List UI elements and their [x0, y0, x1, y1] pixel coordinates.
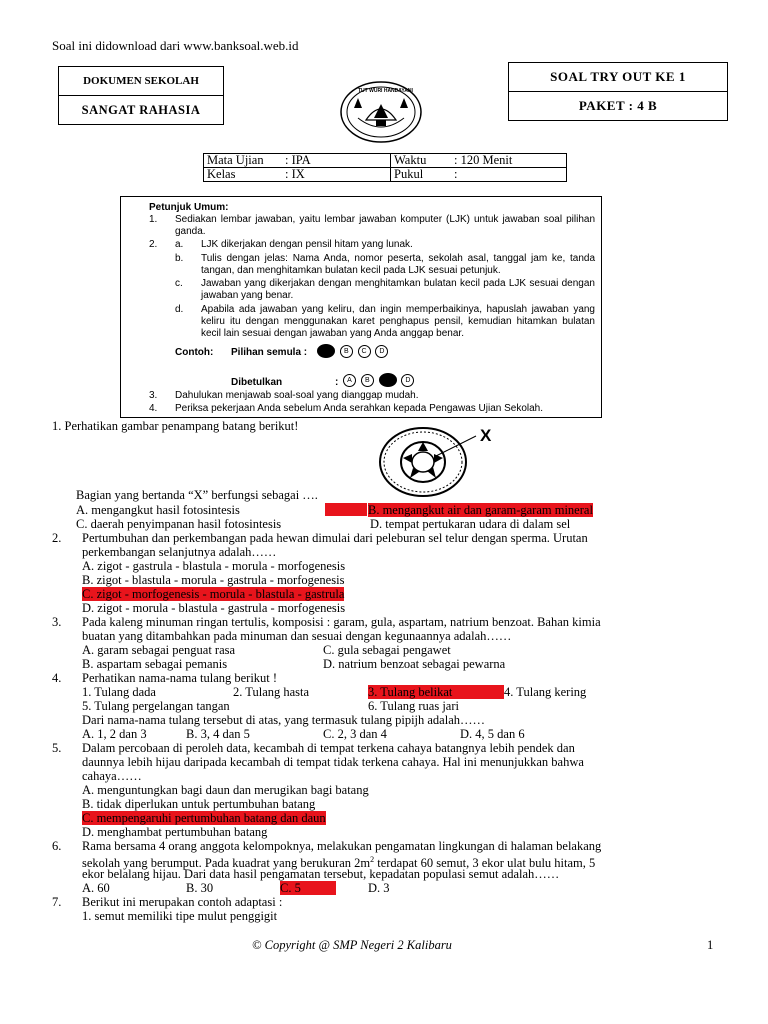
q5-line-3: cahaya……	[82, 769, 142, 783]
paket-label: PAKET : 4 B	[509, 91, 727, 120]
footer-copyright: © Copyright @ SMP Negeri 2 Kalibaru	[252, 938, 452, 952]
q5-option-c-correct: C. mempengaruhi pertumbuhan batang dan daun	[82, 811, 326, 825]
q7-item-1: 1. semut memiliki tipe mulut penggigit	[82, 909, 278, 923]
q2-option-c-correct: C. zigot - morfogenesis - morula - blastula - gastrula	[82, 587, 345, 601]
q4-item-5: 5. Tulang pergelangan tangan	[82, 699, 230, 713]
petunjuk-item-4: Periksa pekerjaan Anda sebelum Anda serahkan kepada Pengawas Ujian Sekolah.	[175, 403, 544, 414]
q1-option-b-correct: B. mengangkut air dan garam-garam mineral	[368, 503, 593, 517]
q6-option-a: A. 60	[82, 881, 110, 895]
item-letter: a.	[175, 239, 184, 250]
item-letter: c.	[175, 278, 183, 289]
mata-ujian-label: Mata Ujian	[207, 153, 264, 167]
bubble-a-icon: A	[343, 374, 356, 387]
q5-option-d: D. menghambat pertumbuhan batang	[82, 825, 268, 839]
q6-line-2-end: terdapat 60 semut, 3 ekor ulat bulu hitam, 5	[374, 856, 596, 871]
q4-item-4: 4. Tulang kering	[504, 685, 587, 699]
q6-line-3: ekor belalang hijau. Dari data hasil pengamatan tersebut, kepadatan populasi semut adalah……	[82, 867, 560, 881]
q7-number: 7.	[52, 895, 62, 909]
q6-line-1: Rama bersama 4 orang anggota kelompoknya, melakukan pengamatan lingkungan di halaman belakang	[82, 839, 602, 853]
page-number: 1	[707, 938, 714, 952]
pilihan-semula-label: Pilihan semula :	[231, 347, 308, 358]
q1-question: Bagian yang bertanda “X” berfungsi sebagai ….	[76, 488, 318, 502]
dokumen-sekolah-label: DOKUMEN SEKOLAH	[83, 75, 199, 87]
bubble-b-icon: B	[361, 374, 374, 387]
q6-number: 6.	[52, 839, 62, 853]
item-letter: d.	[175, 304, 184, 315]
q6-superscript: 2	[370, 855, 375, 864]
q4-item-6: 6. Tulang ruas jari	[368, 699, 459, 713]
q3-option-d: D. natrium benzoat sebagai pewarna	[323, 657, 506, 671]
petunjuk-item-2b: Tulis dengan jelas: Nama Anda, nomor peserta, sekolah asal, tanggal jam ke, tanda tangan, dan menghitamkan bulatan kecil pada LJK sesuai petunjuk.	[201, 253, 595, 276]
q4-item-3-highlight: 3. Tulang belikat	[368, 685, 504, 699]
q3-line-2: buatan yang ditambahkan pada minuman dan sesuai dengan kegunaannya adalah……	[82, 629, 512, 643]
q3-line-1: Pada kaleng minuman ringan tertulis, komposisi : garam, gula, aspartam, natrium benzoat. Bahan kimia	[82, 615, 601, 629]
tut-wuri-handayani-logo	[336, 78, 426, 148]
bubble-b-icon: B	[340, 345, 353, 358]
q4-item-1: 1. Tulang dada	[82, 685, 156, 699]
q4-number: 4.	[52, 671, 62, 685]
q2-number: 2.	[52, 531, 62, 545]
answer-highlight	[325, 503, 367, 516]
petunjuk-title: Petunjuk Umum:	[149, 202, 229, 213]
q4-item-2: 2. Tulang hasta	[233, 685, 310, 699]
q1-option-c: C. daerah penyimpanan hasil fotosintesis	[76, 517, 282, 531]
q4-option-d: D. 4, 5 dan 6	[460, 727, 525, 741]
q2-line-1: Pertumbuhan dan perkembangan pada hewan dimulai dari peleburan sel telur dengan sperma. Urutan	[82, 531, 588, 545]
item-number: 4.	[149, 403, 158, 414]
q3-option-c: C. gula sebagai pengawet	[323, 643, 451, 657]
source-line: Soal ini didownload dari www.banksoal.web.id	[52, 38, 299, 53]
q4-line-2: Dari nama-nama tulang tersebut di atas, yang termasuk tulang pipijh adalah……	[82, 713, 486, 727]
q3-option-b: B. aspartam sebagai pemanis	[82, 657, 228, 671]
logo-text: TUT WURI HANDAYANI	[358, 88, 413, 94]
dibetulkan-label: Dibetulkan	[231, 377, 283, 388]
q6-option-c-correct: C. 5	[280, 881, 336, 895]
label-x: X	[480, 426, 492, 445]
waktu-label: Waktu	[394, 153, 427, 167]
petunjuk-item-2a: LJK dikerjakan dengan pensil hitam yang lunak.	[201, 239, 413, 250]
stem-cross-section-figure	[376, 422, 506, 500]
q1-option-d: D. tempat pertukaran udara di dalam sel	[370, 517, 571, 531]
q4-line-1: Perhatikan nama-nama tulang berikut !	[82, 671, 278, 685]
kelas-value: : IX	[285, 167, 305, 181]
header-right-box	[508, 62, 728, 121]
dibetulkan-colon: :	[335, 377, 339, 388]
waktu-value: : 120 Menit	[454, 153, 513, 167]
q3-option-a: A. garam sebagai penguat rasa	[82, 643, 236, 657]
exam-info-table	[203, 153, 567, 182]
q1-option-a: A. mengangkut hasil fotosintesis	[76, 503, 240, 517]
item-number: 2.	[149, 239, 158, 250]
q6-option-d: D. 3	[368, 881, 390, 895]
try-out-label: SOAL TRY OUT KE 1	[550, 69, 686, 84]
bubble-row-original	[317, 344, 390, 358]
bubble-d-icon: D	[375, 345, 388, 358]
q6-option-b: B. 30	[186, 881, 214, 895]
mata-ujian-value: : IPA	[285, 153, 311, 167]
q5-line-1: Dalam percobaan di peroleh data, kecambah di tempat terkena cahaya batangnya lebih pendek dan	[82, 741, 575, 755]
q3-number: 3.	[52, 615, 62, 629]
q5-number: 5.	[52, 741, 62, 755]
petunjuk-umum-box	[120, 196, 602, 418]
q5-line-2: daunnya lebih hijau daripada kecambah di tempat tidak terkena cahaya. Hal ini menunjukkan bahwa	[82, 755, 584, 769]
q2-option-d: D. zigot - morula - blastula - gastrula - morfogenesis	[82, 601, 346, 615]
q5-option-b: B. tidak diperlukan untuk pertumbuhan batang	[82, 797, 316, 811]
bubble-d-icon: D	[401, 374, 414, 387]
petunjuk-item-2d: Apabila ada jawaban yang keliru, dan ingin memperbaikinya, hapuslah jawaban yang keliru itu dengan menggunakan karet penghapus pensil, kemudian hitamkan bulatan kecil lain sesuai dengan jawaban yang Anda anggap benar.	[201, 304, 595, 339]
q6-line-2-start: sekolah yang berumput. Pada kuadrat yang berukuran 2m	[82, 856, 371, 871]
bubble-row-corrected	[343, 373, 416, 387]
q2-option-a: A. zigot - gastrula - blastula - morula - morfogenesis	[82, 559, 346, 573]
q2-option-b: B. zigot - blastula - morula - gastrula - morfogenesis	[82, 573, 345, 587]
q7-line-1: Berikut ini merupakan contoh adaptasi :	[82, 895, 283, 909]
q1-stem: 1. Perhatikan gambar penampang batang berikut!	[52, 419, 299, 433]
item-number: 1.	[149, 214, 158, 225]
q5-option-a: A. menguntungkan bagi daun dan merugikan bagi batang	[82, 783, 369, 797]
q2-line-2: perkembangan selanjutnya adalah……	[82, 545, 277, 559]
pukul-label: Pukul	[394, 167, 424, 181]
q4-option-c: C. 2, 3 dan 4	[323, 727, 387, 741]
petunjuk-item-3: Dahulukan menjawab soal-soal yang dianggap mudah.	[175, 390, 419, 401]
q4-option-a: A. 1, 2 dan 3	[82, 727, 147, 741]
petunjuk-item-1: Sediakan lembar jawaban, yaitu lembar jawaban komputer (LJK) untuk jawaban soal pilihan ganda.	[175, 214, 595, 237]
pukul-value: :	[454, 167, 458, 181]
contoh-label: Contoh:	[175, 347, 214, 358]
bubble-c-icon: C	[358, 345, 371, 358]
item-letter: b.	[175, 253, 184, 264]
kelas-label: Kelas	[207, 167, 236, 181]
petunjuk-item-2c: Jawaban yang dikerjakan dengan menghitamkan bulatan kecil pada LJK sesuai dengan jawaban yang benar.	[201, 278, 595, 301]
q4-option-b: B. 3, 4 dan 5	[186, 727, 250, 741]
sangat-rahasia-label: SANGAT RAHASIA	[59, 95, 223, 124]
header-left-box	[58, 66, 224, 125]
item-number: 3.	[149, 390, 158, 401]
bubble-filled-icon	[317, 344, 335, 358]
bubble-filled-icon	[379, 373, 397, 387]
